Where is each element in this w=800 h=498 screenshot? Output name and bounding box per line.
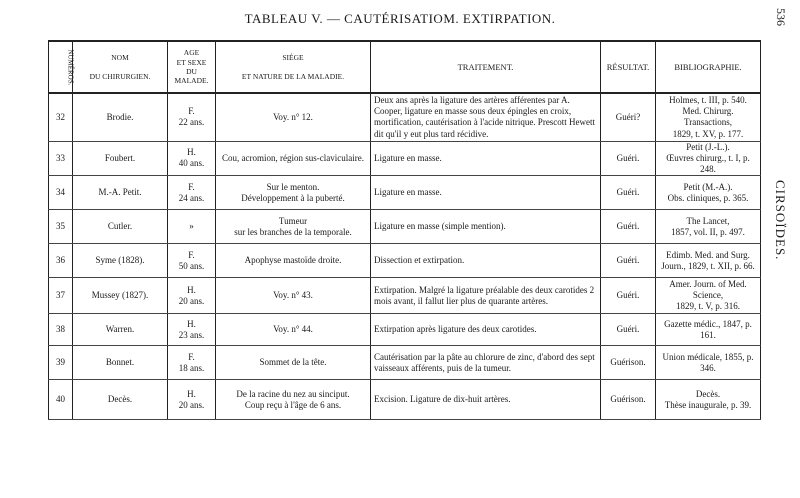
- col-header-age: AGE ET SEXE DU MALADE.: [168, 41, 216, 93]
- table-row: [49, 141, 761, 176]
- cell-nom: Mussey (1827).: [73, 278, 168, 314]
- cell-nom: Cutler.: [73, 210, 168, 244]
- cell-numero: 34: [49, 176, 73, 210]
- cell-siege: Tumeur sur les branches de la temporale.: [216, 210, 371, 244]
- page-title: TABLEAU V. — CAUTÉRISATIOM. EXTIRPATION.: [244, 11, 556, 26]
- cell-bibliographie: Petit (M.-A.). Obs. cliniques, p. 365.: [656, 176, 761, 210]
- cell-age: F. 22 ans.: [168, 93, 216, 141]
- col-header-traitement: TRAITEMENT.: [371, 41, 601, 93]
- cell-bibliographie: Edimb. Med. and Surg. Journ., 1829, t. XII, p. 66.: [656, 244, 761, 278]
- table-row: [49, 210, 761, 244]
- cell-nom: Brodie.: [73, 93, 168, 141]
- cell-bibliographie: Gazette médic., 1847, p. 161.: [656, 314, 761, 346]
- cell-nom: Bonnet.: [73, 346, 168, 380]
- cell-siege: De la racine du nez au sinciput. Coup reçu à l'âge de 6 ans.: [216, 380, 371, 420]
- cell-age: »: [168, 210, 216, 244]
- cell-age: H. 20 ans.: [168, 380, 216, 420]
- cell-siege: Cou, acromion, région sus-claviculaire.: [216, 141, 371, 176]
- cell-numero: 40: [49, 380, 73, 420]
- cell-resultat: Guéri.: [601, 210, 656, 244]
- cell-age: F. 24 ans.: [168, 176, 216, 210]
- cell-traitement: Excision. Ligature de dix-huit artères.: [371, 380, 601, 420]
- cell-age: H. 20 ans.: [168, 278, 216, 314]
- page-number: 536: [774, 8, 788, 26]
- cell-traitement: Deux ans après la ligature des artères afférentes par A. Cooper, ligature en masse sous deux épingles en croix, mortification, cautérisation à l'acide nitrique. Prescott Hewett dit qu'il y eut plus tard récidive.: [371, 93, 601, 141]
- cell-bibliographie: Union médicale, 1855, p. 346.: [656, 346, 761, 380]
- cell-bibliographie: The Lancet, 1857, vol. II, p. 497.: [656, 210, 761, 244]
- cell-traitement: Extirpation. Malgré la ligature préalable des deux carotides 2 mois avant, il fallut lier plus de quarante artères.: [371, 278, 601, 314]
- table-row: [49, 346, 761, 380]
- col-header-resultat: RÉSULTAT.: [601, 41, 656, 93]
- cell-numero: 35: [49, 210, 73, 244]
- table-row: [49, 244, 761, 278]
- cell-traitement: Extirpation après ligature des deux carotides.: [371, 314, 601, 346]
- cell-nom: Syme (1828).: [73, 244, 168, 278]
- cell-bibliographie: Decès. Thèse inaugurale, p. 39.: [656, 380, 761, 420]
- table-row: [49, 176, 761, 210]
- cell-age: H. 23 ans.: [168, 314, 216, 346]
- col-header-numero: NUMÉROS.: [49, 41, 73, 93]
- cell-traitement: Ligature en masse.: [371, 141, 601, 176]
- col-header-nom: NOM DU CHIRURGIEN.: [73, 41, 168, 93]
- cell-age: F. 50 ans.: [168, 244, 216, 278]
- cell-resultat: Guérison.: [601, 380, 656, 420]
- cell-siege: Sur le menton. Développement à la puberté.: [216, 176, 371, 210]
- cell-siege: Voy. n° 43.: [216, 278, 371, 314]
- cell-siege: Apophyse mastoïde droite.: [216, 244, 371, 278]
- cell-nom: Warren.: [73, 314, 168, 346]
- cell-siege: Voy. n° 12.: [216, 93, 371, 141]
- cell-traitement: Cautérisation par la pâte au chlorure de zinc, d'abord des sept vaisseaux afférents, puis de la tumeur.: [371, 346, 601, 380]
- cell-nom: Foubert.: [73, 141, 168, 176]
- cell-bibliographie: Holmes, t. III, p. 540. Med. Chirurg. Transactions, 1829, t. XV, p. 177.: [656, 93, 761, 141]
- cell-numero: 32: [49, 93, 73, 141]
- cell-siege: Sommet de la tête.: [216, 346, 371, 380]
- table-row: [49, 93, 761, 141]
- table-row: [49, 380, 761, 420]
- cell-numero: 39: [49, 346, 73, 380]
- cell-resultat: Guéri.: [601, 244, 656, 278]
- cell-bibliographie: Amer. Journ. of Med. Science, 1829, t. V, p. 316.: [656, 278, 761, 314]
- cell-resultat: Guérison.: [601, 346, 656, 380]
- cell-resultat: Guéri?: [601, 93, 656, 141]
- cell-resultat: Guéri.: [601, 278, 656, 314]
- cell-nom: Decès.: [73, 380, 168, 420]
- cell-numero: 37: [49, 278, 73, 314]
- cell-resultat: Guéri.: [601, 176, 656, 210]
- cell-traitement: Ligature en masse (simple mention).: [371, 210, 601, 244]
- cell-traitement: Ligature en masse.: [371, 176, 601, 210]
- cell-nom: M.-A. Petit.: [73, 176, 168, 210]
- cell-numero: 33: [49, 141, 73, 176]
- table-row: [49, 278, 761, 314]
- cell-resultat: Guéri.: [601, 314, 656, 346]
- cell-resultat: Guéri.: [601, 141, 656, 176]
- cell-traitement: Dissection et extirpation.: [371, 244, 601, 278]
- side-running-head: CIRSOÏDES.: [773, 180, 788, 261]
- cell-age: F. 18 ans.: [168, 346, 216, 380]
- data-table: [48, 40, 761, 420]
- col-header-bibliographie: BIBLIOGRAPHIE.: [656, 41, 761, 93]
- table-row: [49, 314, 761, 346]
- cell-bibliographie: Petit (J.-L.). Œuvres chirurg., t. I, p. 248.: [656, 141, 761, 176]
- cell-numero: 36: [49, 244, 73, 278]
- cell-age: H. 40 ans.: [168, 141, 216, 176]
- cell-siege: Voy. n° 44.: [216, 314, 371, 346]
- col-header-siege: SIÉGE ET NATURE DE LA MALADIE.: [216, 41, 371, 93]
- cell-numero: 38: [49, 314, 73, 346]
